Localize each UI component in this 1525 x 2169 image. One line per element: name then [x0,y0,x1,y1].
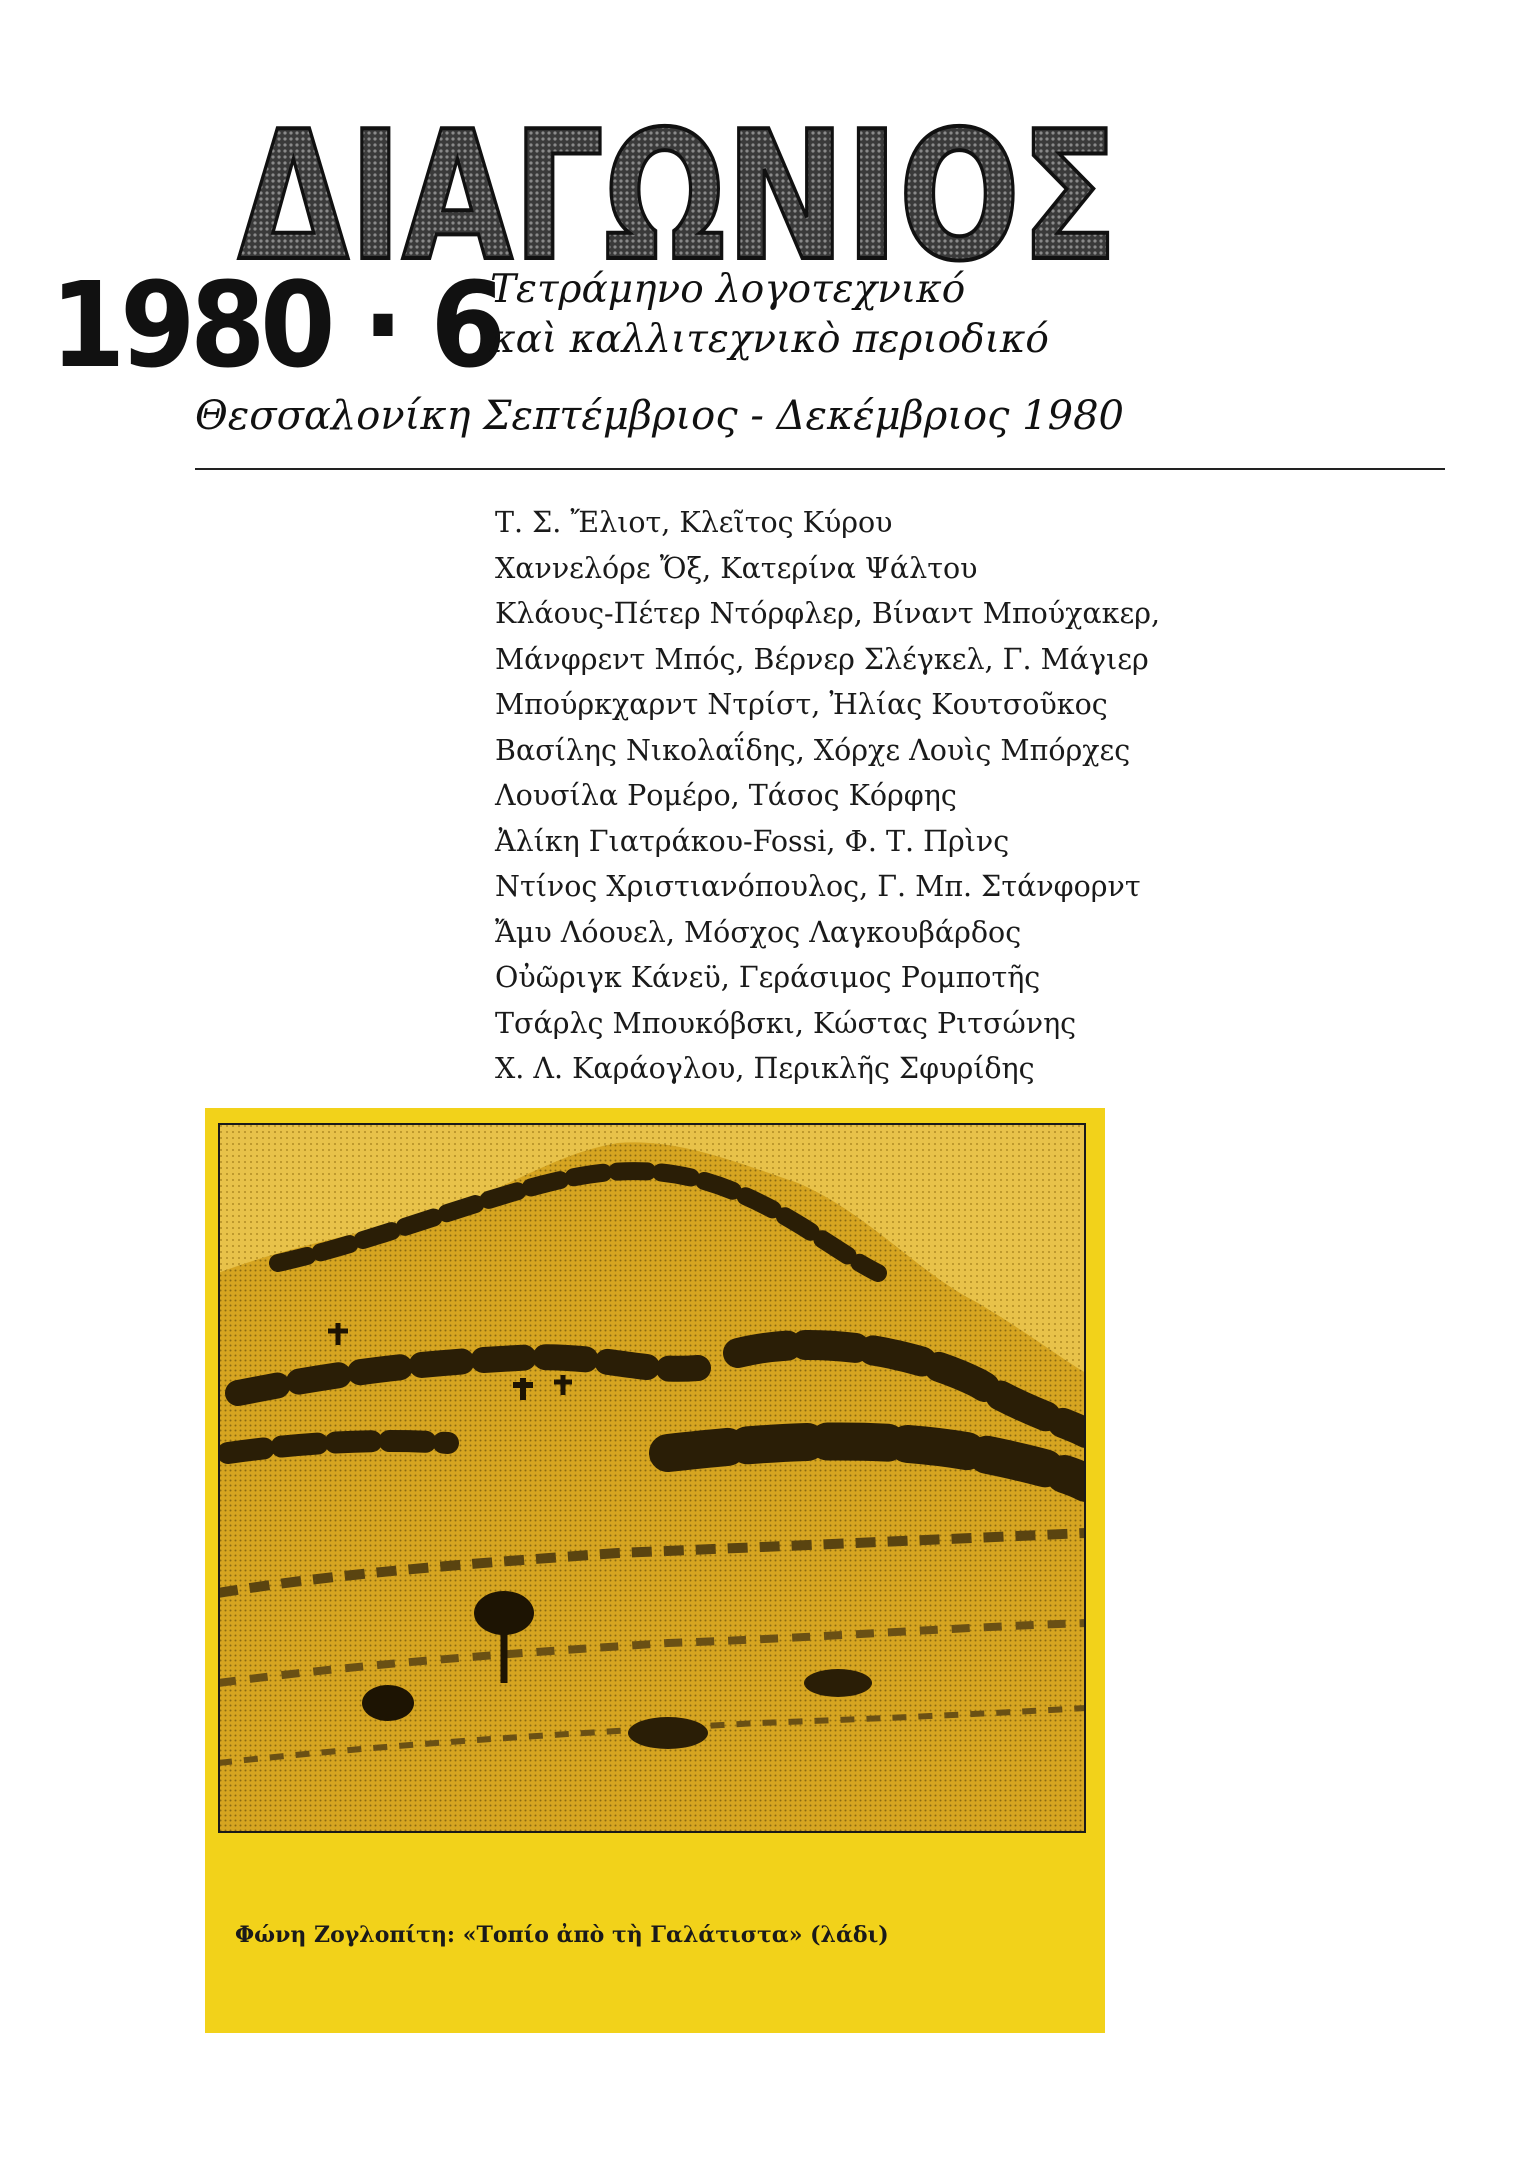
magazine-title [228,100,1128,265]
contributor-line: Χ. Λ. Καράογλου, Περικλῆς Σφυρίδης [495,1052,1035,1085]
contributor-line: Χαννελόρε Ὄξ, Κατερίνα Ψάλτου [495,551,978,585]
contributor-line: Τσάρλς Μπουκόβσκι, Κώστας Ριτσώνης [495,1006,1077,1040]
contributor-line: Λουσίλα Ρομέρο, Τάσος Κόρφης [495,779,957,812]
contributors-list [495,500,1395,1092]
landscape-painting [218,1123,1086,1833]
cover-art-panel [205,1108,1105,2033]
contributor-line: Ντίνος Χριστιανόπουλος, Γ. Μπ. Στάνφορντ [495,870,1141,903]
contributor-line: Βασίλης Νικολαΐδης, Χόρχε Λουὶς Μπόρχες [495,733,1131,767]
magazine-title-text: ΔΙΑΓΩΝΙΟΣ [238,100,1118,265]
contributor-line: Κλάους-Πέτερ Ντόρφλερ, Βίναντ Μπούχακερ, [495,597,1161,630]
contributor-line: Μάνφρεντ Μπός, Βέρνερ Σλέγκελ, Γ. Μάγιερ [495,642,1149,676]
divider-rule [195,468,1445,470]
cover-caption: Φώνη Ζογλοπίτη: «Τοπίο ἀπὸ τὴ Γαλάτιστα» (λάδι) [235,1922,889,1948]
issue-number: 1980 · 6 [50,256,501,394]
place-date: Θεσσαλονίκη Σεπτέμβριος - Δεκέμβριος 1980 [195,393,1124,439]
contributor-line: Ἀλίκη Γιατράκου-Fossi, Φ. Τ. Πρὶνς [495,824,1010,858]
contributor-line: Ἄμυ Λόουελ, Μόσχος Λαγκουβάρδος [495,915,1022,949]
contributor-line: Τ. Σ. Ἔλιοτ, Κλεῖτος Κύρου [495,506,893,539]
contributor-line: Οὐῶριγκ Κάνεϋ, Γεράσιμος Ρομποτῆς [495,961,1041,994]
description-line-1: Τετράμηνο λογοτεχνικό [490,267,966,312]
description-line-2: καὶ καλλιτεχνικὸ περιοδικό [490,317,1049,362]
magazine-description [490,265,1190,365]
contributor-line: Μπούρκχαρντ Ντρίστ, Ἠλίας Κουτσοῦκος [495,688,1108,721]
